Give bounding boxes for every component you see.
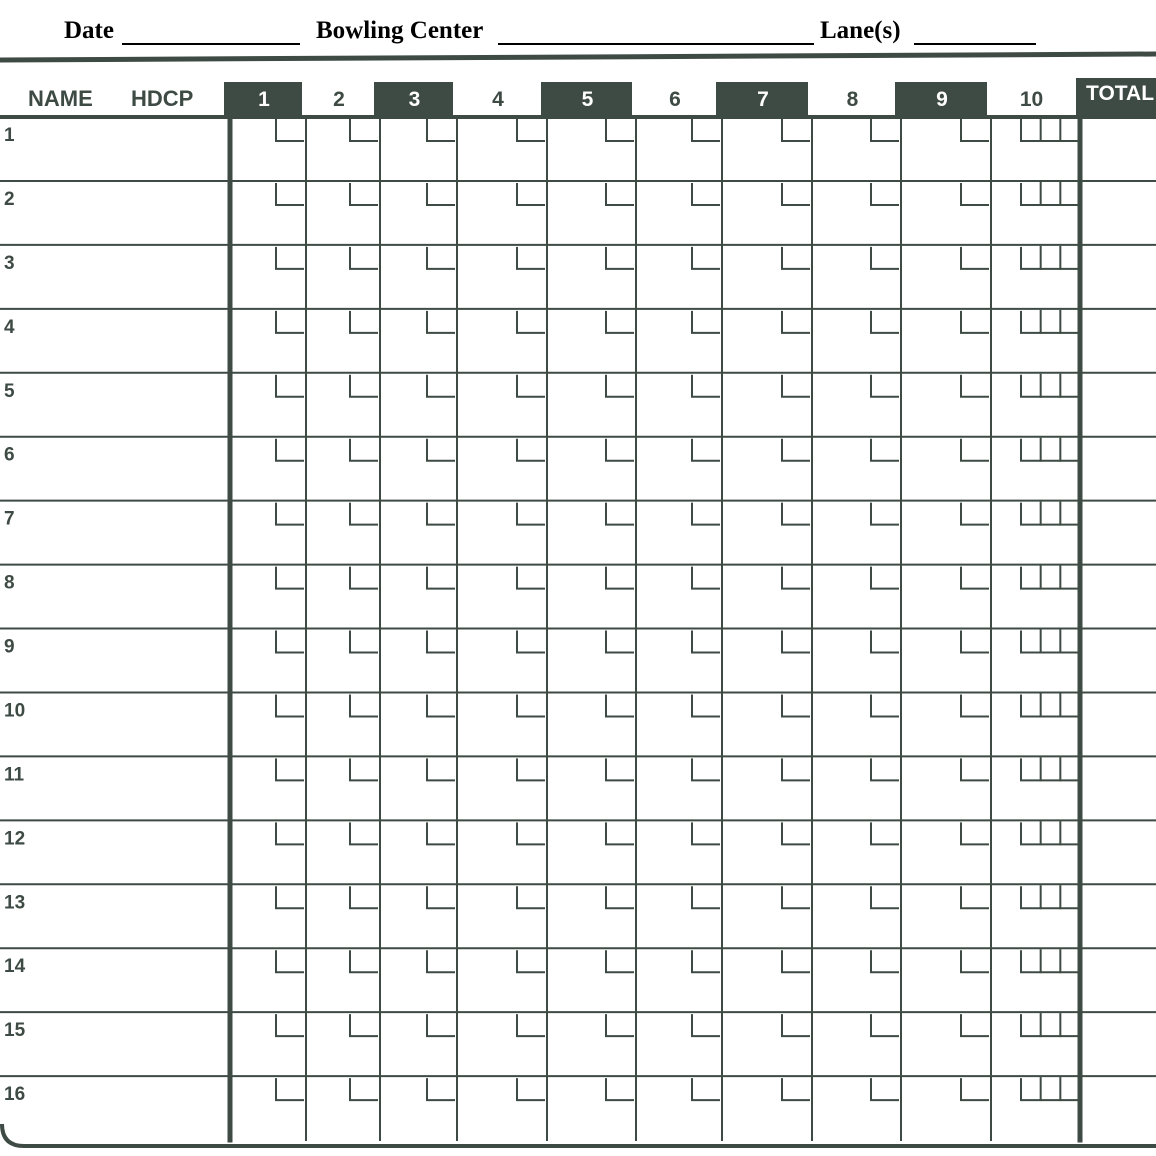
ball-box: [782, 247, 810, 269]
ball-box: [692, 567, 720, 589]
ball-box: [692, 950, 720, 972]
ball-box-10th: [1021, 822, 1080, 844]
grid-lines: [0, 54, 1156, 1146]
row-number-16: 16: [4, 1084, 26, 1106]
ball-box: [606, 758, 634, 780]
ball-box: [961, 503, 989, 525]
ball-box: [871, 183, 899, 205]
total-column-header: TOTAL: [1086, 82, 1155, 105]
ball-box: [606, 183, 634, 205]
row-number-7: 7: [4, 508, 15, 530]
ball-box: [427, 183, 455, 205]
ball-box: [782, 886, 810, 908]
row-number-15: 15: [4, 1020, 26, 1042]
ball-box: [692, 183, 720, 205]
ball-box: [517, 503, 545, 525]
ball-box: [276, 631, 304, 653]
ball-box: [276, 950, 304, 972]
ball-box: [692, 758, 720, 780]
sheet-bottom-rule: [2, 1124, 1156, 1146]
bowling-center-label: Bowling Center: [316, 17, 484, 44]
ball-box: [692, 694, 720, 716]
ball-box: [427, 1078, 455, 1100]
ball-box: [606, 567, 634, 589]
ball-box: [517, 1014, 545, 1036]
ball-box: [782, 183, 810, 205]
ball-box: [350, 950, 378, 972]
ball-box: [606, 375, 634, 397]
row-number-9: 9: [4, 636, 15, 658]
ball-box: [427, 822, 455, 844]
ball-box-10th: [1021, 247, 1080, 269]
ball-box: [517, 822, 545, 844]
ball-box-10th: [1021, 631, 1080, 653]
ball-box: [350, 567, 378, 589]
ball-box: [427, 375, 455, 397]
ball-box: [782, 119, 810, 141]
ball-box: [606, 311, 634, 333]
ball-box: [871, 439, 899, 461]
lanes-label: Lane(s): [820, 17, 901, 44]
ball-box: [350, 439, 378, 461]
ball-box: [961, 119, 989, 141]
ball-box: [517, 950, 545, 972]
ball-box: [606, 694, 634, 716]
ball-box: [692, 439, 720, 461]
ball-box: [961, 631, 989, 653]
ball-box-10th: [1021, 950, 1080, 972]
ball-box: [350, 247, 378, 269]
ball-box: [961, 567, 989, 589]
ball-box: [350, 1078, 378, 1100]
hdcp-column-header: HDCP: [131, 86, 194, 111]
ball-box: [350, 119, 378, 141]
ball-box: [782, 950, 810, 972]
ball-box: [350, 886, 378, 908]
frame-header-9: 9: [936, 88, 948, 111]
ball-box-10th: [1021, 503, 1080, 525]
ball-box: [427, 119, 455, 141]
ball-box: [350, 183, 378, 205]
ball-box: [427, 886, 455, 908]
ball-box: [517, 758, 545, 780]
ball-box-10th: [1021, 694, 1080, 716]
ball-box: [782, 1014, 810, 1036]
ball-box: [427, 1014, 455, 1036]
row-number-12: 12: [4, 828, 26, 850]
ball-box: [350, 822, 378, 844]
ball-box: [276, 311, 304, 333]
ball-box: [692, 1078, 720, 1100]
ball-box: [871, 822, 899, 844]
ball-box: [961, 375, 989, 397]
frame-header-8: 8: [846, 88, 859, 111]
ball-box: [276, 694, 304, 716]
ball-box: [692, 631, 720, 653]
row-number-2: 2: [4, 188, 15, 210]
ball-box: [871, 758, 899, 780]
ball-box: [606, 119, 634, 141]
ball-box: [961, 758, 989, 780]
ball-box: [427, 694, 455, 716]
frame-header-3: 3: [408, 88, 421, 111]
frame-header-10: 10: [1019, 88, 1044, 111]
ball-box: [871, 1078, 899, 1100]
ball-box: [782, 503, 810, 525]
ball-box-10th: [1021, 567, 1080, 589]
row-number-13: 13: [4, 892, 26, 914]
ball-box: [692, 822, 720, 844]
ball-box-10th: [1021, 119, 1080, 141]
ball-box: [276, 822, 304, 844]
ball-box: [782, 567, 810, 589]
ball-box: [350, 694, 378, 716]
ball-box: [350, 631, 378, 653]
ball-box: [692, 1014, 720, 1036]
ball-box: [427, 247, 455, 269]
ball-box: [606, 886, 634, 908]
ball-box: [276, 183, 304, 205]
ball-box: [961, 950, 989, 972]
ball-box: [782, 439, 810, 461]
ball-box: [276, 1078, 304, 1100]
ball-box: [276, 1014, 304, 1036]
ball-box: [517, 694, 545, 716]
ball-box: [782, 694, 810, 716]
ball-box: [427, 758, 455, 780]
ball-box: [871, 247, 899, 269]
ball-box: [692, 886, 720, 908]
ball-box: [871, 1014, 899, 1036]
ball-box: [871, 694, 899, 716]
ball-box: [276, 886, 304, 908]
ball-box: [276, 247, 304, 269]
date-label: Date: [64, 17, 114, 44]
row-number-5: 5: [4, 380, 15, 402]
ball-box: [961, 694, 989, 716]
ball-box-10th: [1021, 439, 1080, 461]
ball-box: [517, 247, 545, 269]
ball-box: [517, 439, 545, 461]
ball-box: [692, 247, 720, 269]
name-column-header: NAME: [28, 86, 93, 111]
ball-box: [782, 1078, 810, 1100]
ball-box: [961, 439, 989, 461]
ball-box: [427, 311, 455, 333]
ball-box: [606, 439, 634, 461]
ball-box: [871, 886, 899, 908]
ball-box: [692, 375, 720, 397]
ball-box: [782, 758, 810, 780]
ball-box: [961, 886, 989, 908]
ball-box-10th: [1021, 1014, 1080, 1036]
ball-box: [961, 1078, 989, 1100]
ball-box: [606, 631, 634, 653]
ball-box: [427, 567, 455, 589]
row-number-6: 6: [4, 444, 15, 466]
ball-box: [782, 375, 810, 397]
frame-header-4: 4: [492, 88, 504, 111]
grid-rows: [4, 119, 1080, 1105]
ball-box: [692, 503, 720, 525]
ball-box: [961, 247, 989, 269]
ball-box: [961, 822, 989, 844]
row-number-14: 14: [4, 956, 26, 978]
ball-box: [517, 311, 545, 333]
ball-box: [427, 950, 455, 972]
ball-box: [871, 567, 899, 589]
row-number-8: 8: [4, 572, 15, 594]
grid-header: [28, 78, 1156, 115]
ball-box: [350, 1014, 378, 1036]
ball-box: [606, 950, 634, 972]
row-number-11: 11: [4, 764, 25, 786]
row-number-1: 1: [4, 125, 15, 146]
ball-box: [517, 567, 545, 589]
ball-box: [350, 375, 378, 397]
ball-box: [961, 311, 989, 333]
ball-box: [517, 1078, 545, 1100]
ball-box: [606, 822, 634, 844]
ball-box: [517, 119, 545, 141]
ball-box: [517, 886, 545, 908]
ball-box: [350, 503, 378, 525]
ball-box: [961, 183, 989, 205]
ball-box: [606, 1078, 634, 1100]
ball-box: [276, 439, 304, 461]
ball-box: [427, 631, 455, 653]
ball-box: [517, 631, 545, 653]
ball-box: [782, 822, 810, 844]
ball-box: [276, 119, 304, 141]
ball-box: [692, 119, 720, 141]
ball-box-10th: [1021, 183, 1080, 205]
row-number-4: 4: [4, 316, 15, 338]
ball-box: [606, 247, 634, 269]
ball-box: [276, 758, 304, 780]
frame-header-6: 6: [669, 88, 681, 111]
ball-box: [517, 183, 545, 205]
ball-box: [606, 503, 634, 525]
frame-header-7: 7: [757, 88, 769, 111]
sheet-top-rule: [0, 54, 1156, 60]
ball-box: [350, 311, 378, 333]
ball-box-10th: [1021, 886, 1080, 908]
ball-box-10th: [1021, 311, 1080, 333]
ball-box: [871, 311, 899, 333]
ball-box: [871, 631, 899, 653]
ball-box: [276, 503, 304, 525]
ball-box: [276, 375, 304, 397]
ball-box-10th: [1021, 758, 1080, 780]
ball-box-10th: [1021, 1078, 1080, 1100]
ball-box: [782, 631, 810, 653]
ball-box: [871, 503, 899, 525]
ball-box: [961, 1014, 989, 1036]
ball-box: [427, 439, 455, 461]
ball-box: [427, 503, 455, 525]
frame-header-2: 2: [333, 88, 345, 111]
ball-box: [692, 311, 720, 333]
row-number-3: 3: [4, 252, 15, 274]
ball-box: [517, 375, 545, 397]
ball-box-10th: [1021, 375, 1080, 397]
ball-box: [350, 758, 378, 780]
ball-box: [871, 375, 899, 397]
row-number-10: 10: [4, 700, 26, 722]
ball-box: [871, 950, 899, 972]
ball-box: [871, 119, 899, 141]
frame-header-5: 5: [581, 88, 594, 111]
ball-box: [276, 567, 304, 589]
frame-header-1: 1: [258, 88, 270, 111]
ball-box: [782, 311, 810, 333]
ball-box: [606, 1014, 634, 1036]
